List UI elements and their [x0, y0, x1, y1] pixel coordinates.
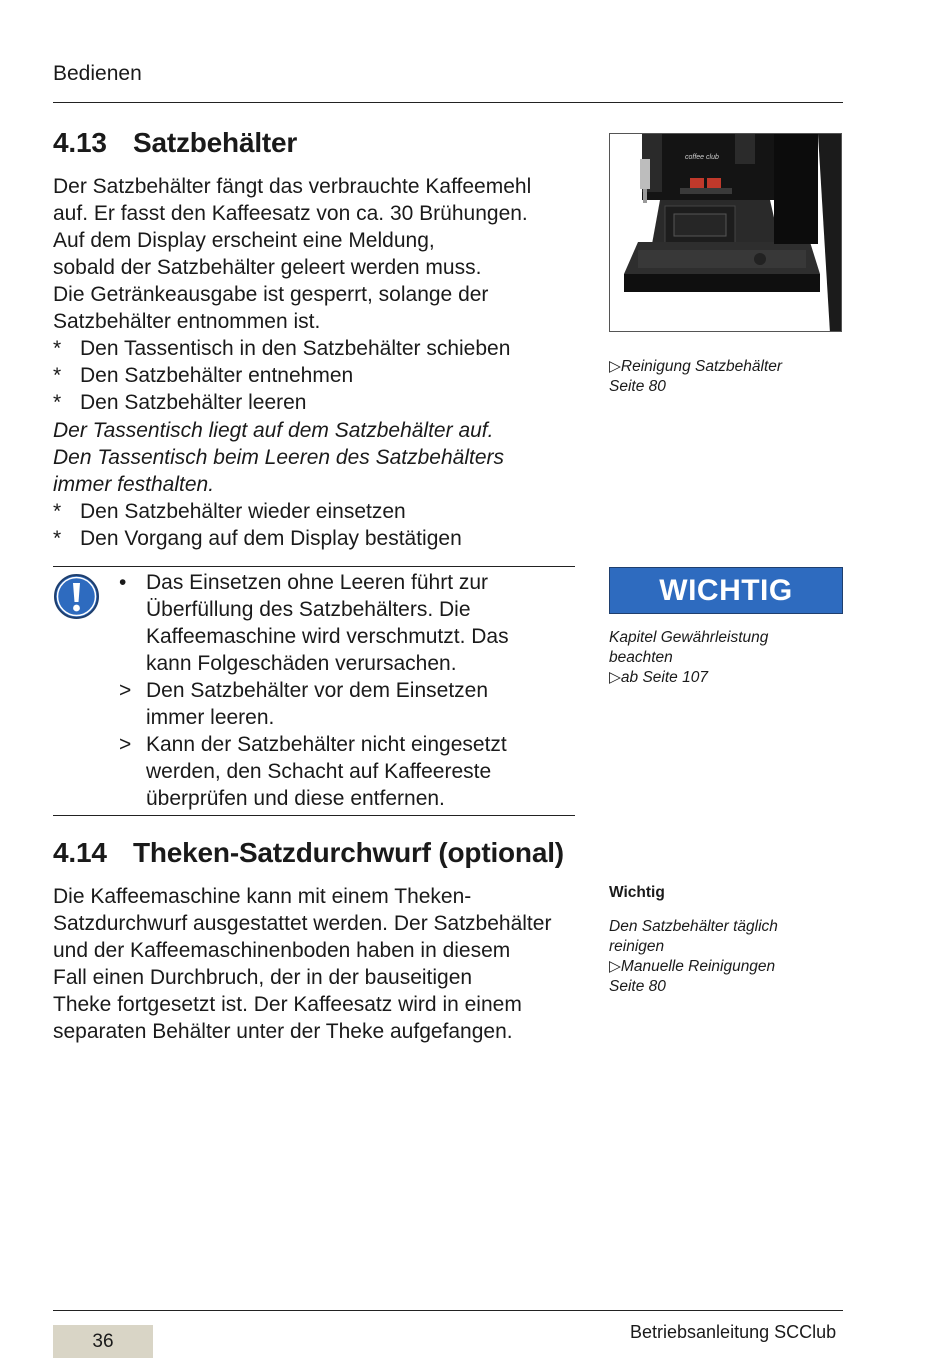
cross-reference-cleaning — [609, 357, 782, 397]
paragraph-line: Der Satzbehälter fängt das verbrauchte Kaffeemehl — [53, 175, 532, 198]
warning-item — [117, 569, 509, 677]
arrow-marker: > — [119, 679, 132, 702]
paragraph-line: separaten Behälter unter der Theke aufgefangen. — [53, 1020, 513, 1043]
section-title: Theken-Satzdurchwurf (optional) — [133, 837, 564, 868]
page-number: 36 — [53, 1325, 153, 1358]
warning-line: Kaffeemaschine wird verschmutzt. Das — [146, 625, 509, 648]
paragraph-line: Satzdurchwurf ausgestattet werden. Der Satzbehälter — [53, 912, 552, 935]
step-item — [53, 362, 531, 389]
step-text: Den Satzbehälter leeren — [80, 391, 307, 414]
step-marker: * — [53, 337, 62, 360]
cross-reference-manual-cleaning — [609, 917, 778, 997]
exclamation-icon — [53, 573, 100, 620]
cross-reference-warranty — [609, 628, 768, 688]
reference-page: Seite 80 — [609, 378, 666, 395]
warning-bottom-rule — [53, 815, 575, 816]
paragraph-line: Fall einen Durchbruch, der in der bauseitigen — [53, 966, 473, 989]
triangle-icon: ▷ — [609, 358, 621, 375]
step-marker: * — [53, 500, 62, 523]
paragraph-line: sobald der Satzbehälter geleert werden muss. — [53, 256, 482, 279]
step-text: Den Vorgang auf dem Display bestätigen — [80, 527, 462, 550]
document-title: Betriebsanleitung SCClub — [630, 1322, 837, 1342]
warning-line: werden, den Schacht auf Kaffeereste — [146, 760, 492, 783]
coffee-machine-photo — [609, 133, 842, 332]
triangle-icon: ▷ — [609, 958, 621, 975]
paragraph-line: Die Getränkeausgabe ist gesperrt, solange der — [53, 283, 489, 306]
step-item — [53, 498, 531, 525]
warning-line: kann Folgeschäden verursachen. — [146, 652, 457, 675]
section-heading-4-14 — [53, 837, 564, 869]
section-number: 4.14 — [53, 837, 107, 868]
step-marker: * — [53, 391, 62, 414]
section-number: 4.13 — [53, 127, 107, 158]
header-rule — [53, 102, 843, 103]
reference-text: Kapitel Gewährleistung — [609, 629, 769, 646]
note-line: Der Tassentisch liegt auf dem Satzbehälter auf. — [53, 419, 494, 442]
warning-line: Den Satzbehälter vor dem Einsetzen — [146, 679, 489, 702]
warning-line: Überfüllung des Satzbehälters. Die — [146, 598, 471, 621]
section-heading-4-13 — [53, 127, 297, 159]
paragraph-line: Auf dem Display erscheint eine Meldung, — [53, 229, 435, 252]
step-text: Den Tassentisch in den Satzbehälter schieben — [80, 337, 511, 360]
footer-rule — [53, 1310, 843, 1311]
warning-item — [117, 677, 509, 731]
step-text: Den Satzbehälter wieder einsetzen — [80, 500, 406, 523]
paragraph-line: Die Kaffeemaschine kann mit einem Theken- — [53, 885, 472, 908]
warning-line: Kann der Satzbehälter nicht eingesetzt — [146, 733, 507, 756]
reference-text: Manuelle Reinigungen — [620, 958, 776, 975]
step-item — [53, 525, 531, 552]
reference-page: ab Seite 107 — [620, 669, 708, 686]
reference-page: Seite 80 — [609, 978, 666, 995]
triangle-icon: ▷ — [609, 669, 621, 686]
paragraph-line: und der Kaffeemaschinenboden haben in diesem — [53, 939, 511, 962]
paragraph-line: Satzbehälter entnommen ist. — [53, 310, 321, 333]
note-line: Den Tassentisch beim Leeren des Satzbehälters — [53, 446, 504, 469]
warning-top-rule — [53, 566, 575, 567]
bullet-marker: • — [119, 571, 127, 594]
paragraph-line: Theke fortgesetzt ist. Der Kaffeesatz wird in einem — [53, 993, 522, 1016]
section-title: Satzbehälter — [133, 127, 298, 158]
warning-item — [117, 731, 509, 812]
warning-line: Das Einsetzen ohne Leeren führt zur — [146, 571, 489, 594]
machine-brand-text: coffee club — [685, 154, 719, 161]
warning-line: überprüfen und diese entfernen. — [146, 787, 445, 810]
step-item — [53, 389, 531, 416]
reference-text: Reinigung Satzbehälter — [620, 358, 783, 375]
step-item — [53, 335, 531, 362]
step-marker: * — [53, 527, 62, 550]
arrow-marker: > — [119, 733, 132, 756]
wichtig-label: WICHTIG — [609, 567, 843, 614]
warning-line: immer leeren. — [146, 706, 275, 729]
reference-text: Den Satzbehälter täglich — [609, 918, 778, 935]
note-line: immer festhalten. — [53, 473, 215, 496]
reference-text: beachten — [609, 649, 673, 666]
paragraph-line: auf. Er fasst den Kaffeesatz von ca. 30 Brühungen. — [53, 202, 528, 225]
note-heading: Wichtig — [609, 884, 665, 901]
reference-text: reinigen — [609, 938, 665, 955]
running-header: Bedienen — [53, 62, 142, 85]
step-marker: * — [53, 364, 62, 387]
warning-list — [117, 569, 509, 812]
step-text: Den Satzbehälter entnehmen — [80, 364, 354, 387]
section-4-14-body — [53, 883, 551, 1045]
section-4-13-body — [53, 173, 531, 552]
